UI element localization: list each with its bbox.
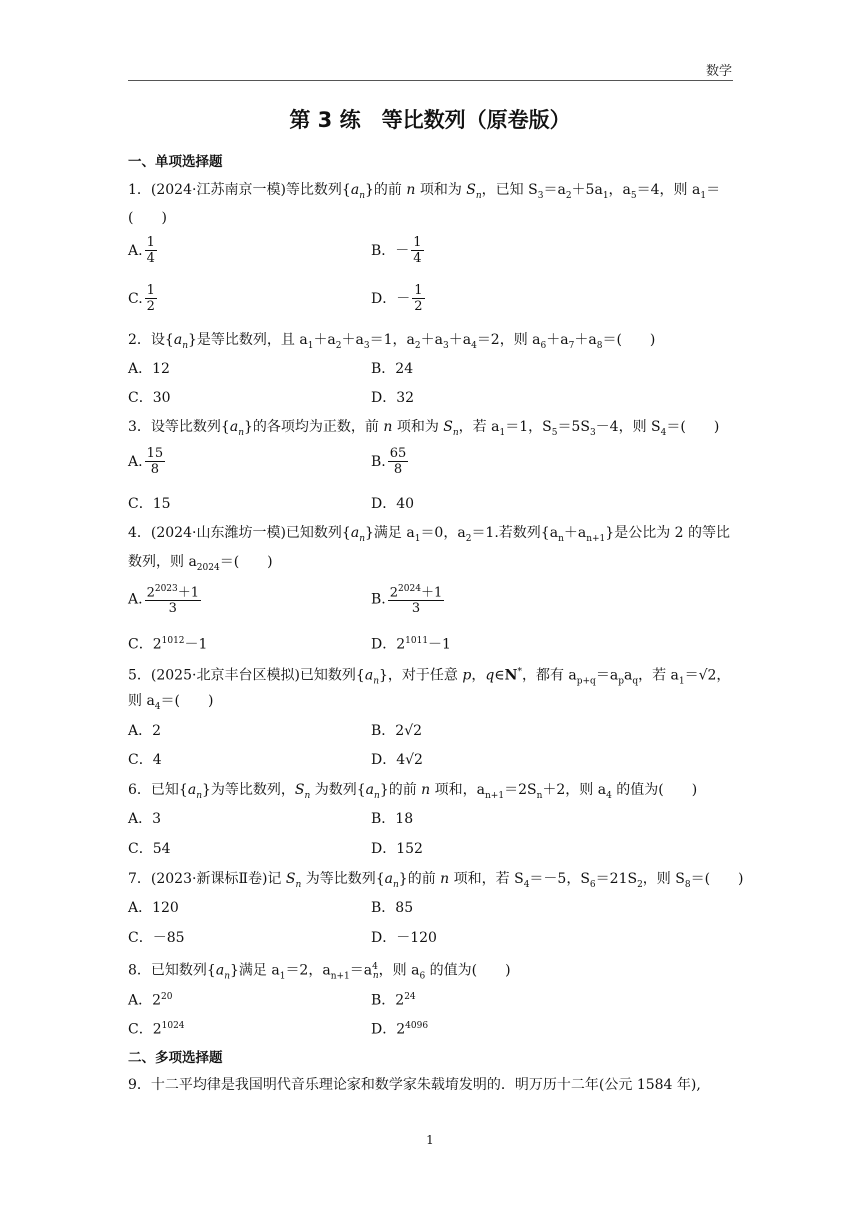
section-multi-choice: 二、多项选择题 xyxy=(128,1050,223,1066)
question-7-option-d: D．－120 xyxy=(371,930,437,946)
question-6-option-b: B．18 xyxy=(371,811,414,827)
question-5-stem: 5．(2025·北京丰台区模拟)已知数列$\{a_n\}$，对于任意 p，q∈N*，都有 $a_{p+q}=a_pa_q$，若 $a_1=√2$， xyxy=(128,667,731,687)
question-5-option-d: D．4√2 xyxy=(371,752,423,768)
question-6-option-d: D．152 xyxy=(371,841,423,857)
header-rule xyxy=(128,80,733,81)
question-5-option-a: A．2 xyxy=(128,723,162,739)
question-8-option-a: A．$2^{20}$ xyxy=(128,992,173,1009)
question-6-option-c: C．54 xyxy=(128,841,171,857)
question-4-option-a: A. $\frac{2^{2023}+1}{3}$ xyxy=(128,584,200,617)
page-number: 1 xyxy=(426,1133,434,1147)
question-6-stem: 6．已知$\{a_n\}$为等比数列，$S_n$ 为数列$\{a_n\}$的前 n 项和，$a_{n+1}=2S_n+2$，则 $a_4$ 的值为( ) xyxy=(128,782,698,801)
question-3-option-a: A. $\frac{15}{8}$ xyxy=(128,446,164,477)
question-8-option-c: C．$2^{1024}$ xyxy=(128,1021,185,1038)
question-3-option-b: B. $\frac{65}{8}$ xyxy=(371,446,407,477)
question-3-option-c: C．15 xyxy=(128,496,171,512)
question-4-stem: 4．(2024·山东潍坊一模)已知数列$\{a_n\}$满足 $a_1=0$，$a_2=1$.若数列$\{a_n+a_{n+1}\}$是公比为 2 的等比 xyxy=(128,525,731,544)
question-7-option-a: A．120 xyxy=(128,900,179,916)
question-4-option-d: D．$2^{1011}-1$ xyxy=(371,636,451,653)
question-2-stem: 2．设$\{a_n\}$是等比数列，且 $a_1+a_2+a_3=1$，$a_2+a_3+a_4=2$，则 $a_6+a_7+a_8=$( ) xyxy=(128,332,656,351)
question-4-option-c: C．$2^{1012}-1$ xyxy=(128,636,208,653)
question-1-option-b: B．－ $\frac{1}{4}$ xyxy=(371,235,422,266)
question-8-stem: 8．已知数列$\{a_n\}$满足 $a_1=2$，$a_{n+1}=a^4_n$，则 $a_6$ 的值为( ) xyxy=(128,962,511,982)
question-1-stem: 1．(2024·江苏南京一模)等比数列$\{a_n\}$的前 n 项和为 $S_n$，已知 $S_3=a_2+5a_1$，$a_5=4$，则 $a_1=$ xyxy=(128,182,721,201)
page-title: 第 3 练 等比数列（原卷版） xyxy=(289,108,571,132)
question-1-option-c: C. $\frac{1}{2}$ xyxy=(128,283,155,314)
question-2-option-a: A．12 xyxy=(128,361,170,377)
question-5-option-b: B．2√2 xyxy=(371,723,423,739)
question-2-option-d: D．32 xyxy=(371,390,415,406)
question-3-option-d: D．40 xyxy=(371,496,415,512)
question-7-option-b: B．85 xyxy=(371,900,414,916)
question-2-option-b: B．24 xyxy=(371,361,414,377)
question-1-option-d: D．－ $\frac{1}{2}$ xyxy=(371,283,423,314)
question-8-option-b: B．$2^{24}$ xyxy=(371,992,416,1009)
question-5-stem-line-2: 则 $a_4=$( ) xyxy=(128,693,214,712)
question-4-option-b: B. $\frac{2^{2024}+1}{3}$ xyxy=(371,584,443,617)
question-1-option-a: A. $\frac{1}{4}$ xyxy=(128,235,155,266)
question-1-paren: ( ) xyxy=(128,210,167,226)
question-7-option-c: C．－85 xyxy=(128,930,185,946)
header-subject: 数学 xyxy=(705,64,732,79)
section-single-choice: 一、单项选择题 xyxy=(128,154,223,170)
question-9-stem: 9．十二平均律是我国明代音乐理论家和数学家朱载堉发明的．明万历十二年(公元 1584 年), xyxy=(128,1077,701,1093)
question-4-stem-line-2: 数列，则 $a_{2024}=$( ) xyxy=(128,554,273,573)
question-3-stem: 3．设等比数列$\{a_n\}$的各项均为正数，前 n 项和为 $S_n$，若 $a_1=1$，$S_5=5S_3-4$，则 $S_4=$( ) xyxy=(128,419,720,438)
question-2-option-c: C．30 xyxy=(128,390,171,406)
question-6-option-a: A．3 xyxy=(128,811,162,827)
question-8-option-d: D．$2^{4096}$ xyxy=(371,1021,429,1038)
question-5-option-c: C．4 xyxy=(128,752,162,768)
question-7-stem: 7．(2023·新课标Ⅱ卷)记 $S_n$ 为等比数列$\{a_n\}$的前 n 项和，若 $S_4=-5$，$S_6=21S_2$，则 $S_8=$( ) xyxy=(128,871,744,890)
